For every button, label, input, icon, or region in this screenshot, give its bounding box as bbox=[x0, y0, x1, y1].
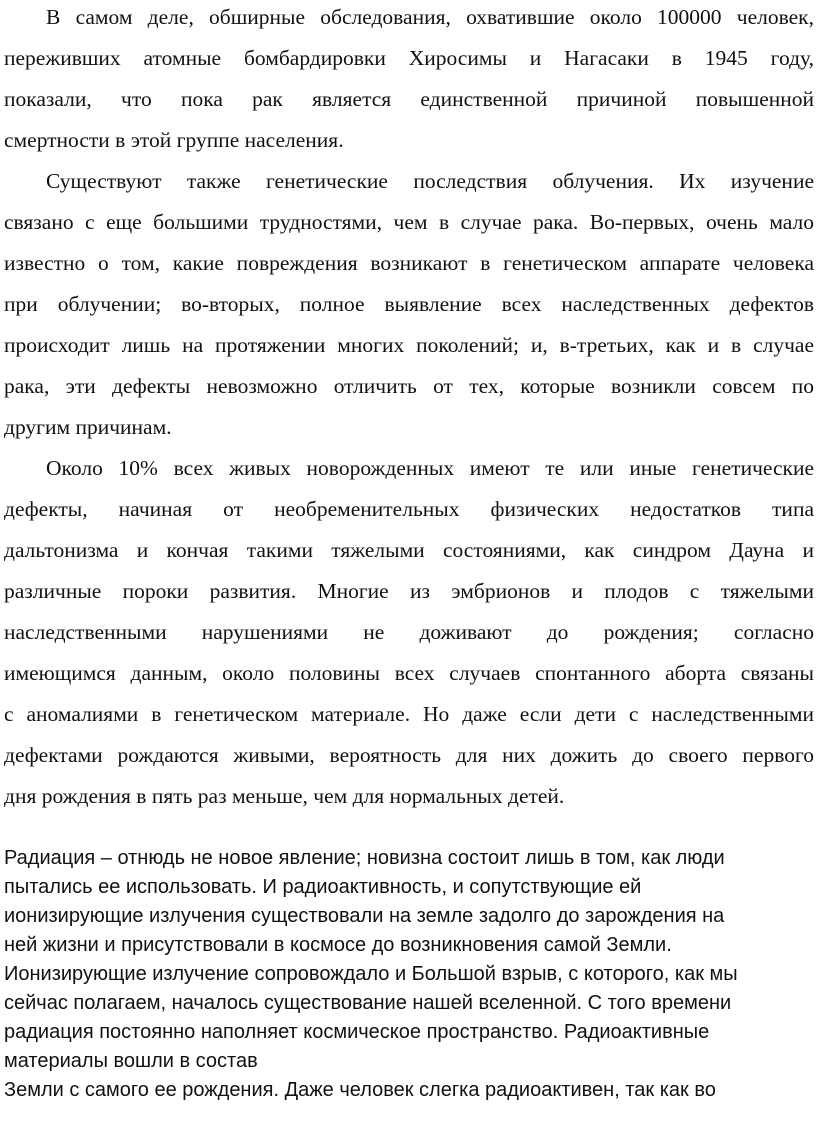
text-line: наследственными нарушениями не доживают до рождения; согласно bbox=[4, 620, 814, 644]
text-line: при облучении; во-вторых, полное выявление всех наследственных дефектов bbox=[4, 292, 814, 316]
text-line: различные пороки развития. Многие из эмбрионов и плодов с тяжелыми bbox=[4, 579, 814, 603]
text-line: радиация постоянно наполняет космическое пространство. Радиоактивные bbox=[4, 1021, 710, 1043]
text-line: В самом деле, обширные обследования, охватившие около 100000 человек, bbox=[46, 5, 814, 29]
text-line: пытались ее использовать. И радиоактивность, и сопутствующие ей bbox=[4, 876, 642, 898]
text-line: ионизирующие излучения существовали на земле задолго до зарождения на bbox=[4, 905, 725, 927]
text-line: с аномалиями в генетическом материале. Но даже если дети с наследственными bbox=[4, 702, 814, 726]
text-line: рака, эти дефекты невозможно отличить от тех, которые возникли совсем по bbox=[4, 374, 814, 398]
text-line: дальтонизма и кончая такими тяжелыми состояниями, как синдром Дауна и bbox=[4, 538, 814, 562]
text-line: происходит лишь на протяжении многих поколений; и, в-третьих, как и в случае bbox=[4, 333, 814, 357]
text-line: Радиация – отнюдь не новое явление; новизна состоит лишь в том, как люди bbox=[4, 847, 725, 869]
text-line: Около 10% всех живых новорожденных имеют те или иные генетические bbox=[46, 456, 814, 480]
text-line: показали, что пока рак является единственной причиной повышенной bbox=[4, 87, 814, 111]
text-line: дня рождения в пять раз меньше, чем для нормальных детей. bbox=[4, 784, 565, 808]
text-line: дефекты, начиная от необременительных физических недостатков типа bbox=[4, 497, 814, 521]
text-line: дефектами рождаются живыми, вероятность для них дожить до своего первого bbox=[4, 743, 814, 767]
text-line: Ионизирующие излучение сопровождало и Большой взрыв, с которого, как мы bbox=[4, 963, 738, 985]
text-line: известно о том, какие повреждения возникают в генетическом аппарате человека bbox=[4, 251, 814, 275]
text-line: сейчас полагаем, началось существование нашей вселенной. С того времени bbox=[4, 992, 732, 1014]
text-line: другим причинам. bbox=[4, 415, 172, 439]
text-line: смертности в этой группе населения. bbox=[4, 128, 344, 152]
text-line: Существуют также генетические последствия облучения. Их изучение bbox=[46, 169, 814, 193]
text-line: связано с еще большими трудностями, чем в случае рака. Во-первых, очень мало bbox=[4, 210, 814, 234]
text-line: переживших атомные бомбардировки Хиросимы и Нагасаки в 1945 году, bbox=[4, 46, 814, 70]
text-line: Земли с самого ее рождения. Даже человек слегка радиоактивен, так как во bbox=[4, 1079, 716, 1101]
text-line: ней жизни и присутствовали в космосе до возникновения самой Земли. bbox=[4, 934, 672, 956]
text-line: имеющимся данным, около половины всех случаев спонтанного аборта связаны bbox=[4, 661, 814, 685]
text-line: материалы вошли в состав bbox=[4, 1050, 258, 1072]
